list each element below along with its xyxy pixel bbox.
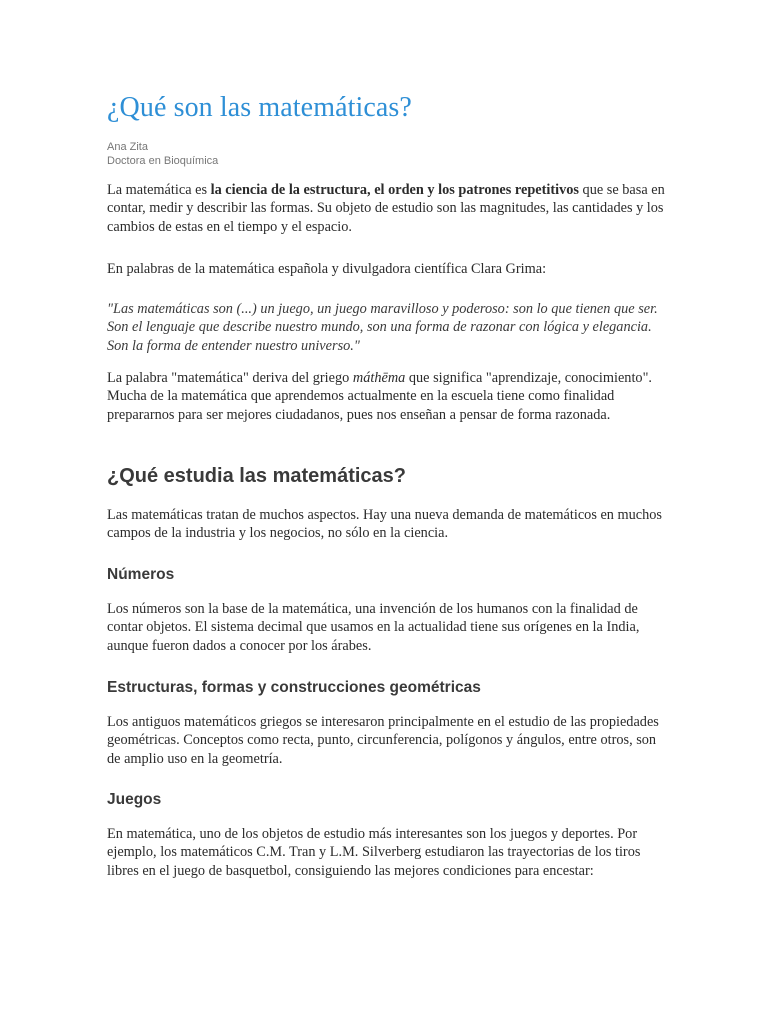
intro-paragraph bbox=[107, 181, 667, 236]
author-name: Ana Zita bbox=[107, 141, 148, 153]
subsection-heading-numeros: Números bbox=[107, 566, 175, 583]
author-role: Doctora en Bioquímica bbox=[107, 155, 219, 167]
quote-intro-paragraph: En palabras de la matemática española y divulgadora científica Clara Grima: bbox=[107, 261, 547, 277]
page-title: ¿Qué son las matemáticas? bbox=[107, 92, 412, 123]
subsection-body-estructuras: Los antiguos matemáticos griegos se interesaron principalmente en el estudio de las propiedades geométricas. Conceptos como recta, punto, circunferencia, polígonos y ángulos, entre otros, son de amplio uso en la geometría. bbox=[107, 714, 659, 767]
subsection-heading-juegos: Juegos bbox=[107, 791, 162, 808]
section-heading: ¿Qué estudia las matemáticas? bbox=[107, 465, 407, 487]
intro-text-end: que se basa en contar, medir y describir las formas. Su objeto de estudio son las magnitudes, las cantidades y los cambios de estas en el tiempo y el espacio. bbox=[107, 182, 665, 235]
quote-paragraph: "Las matemáticas son (...) un juego, un juego maravilloso y poderoso: son lo que tienen que ser. Son el lenguaje que describe nuestro mundo, son una forma de razonar con lógica y elegancia. Son la forma de entender nuestro universo." bbox=[107, 301, 658, 354]
etymology-greek-word: máthēma bbox=[352, 370, 406, 386]
subsection-body-numeros: Los números son la base de la matemática, una invención de los humanos con la finalidad de contar objetos. El sistema decimal que usamos en la actualidad tiene sus orígenes en la India, aunque fueron dados a conocer por los árabes. bbox=[107, 601, 640, 654]
author-block bbox=[107, 140, 218, 168]
subsection-heading-estructuras: Estructuras, formas y construcciones geométricas bbox=[107, 679, 481, 696]
intro-bold-text: la ciencia de la estructura, el orden y los patrones repetitivos bbox=[210, 182, 579, 198]
intro-text-start: La matemática es bbox=[107, 182, 211, 198]
etymology-text-end: que significa "aprendizaje, conocimiento". Mucha de la matemática que aprendemos actualmente en la escuela tiene como finalidad prepararnos para ser mejores ciudadanos, pues nos enseñan a pensar de forma razonada. bbox=[107, 370, 652, 423]
subsection-body-juegos: En matemática, uno de los objetos de estudio más interesantes son los juegos y deportes. Por ejemplo, los matemáticos C.M. Tran y L.M. Silverberg estudiaron las trayectorias de los tiros libres en el juego de basquetbol, consiguiendo las mejores condiciones para encestar: bbox=[107, 826, 641, 879]
etymology-paragraph bbox=[107, 369, 667, 424]
etymology-text-start: La palabra "matemática" deriva del griego bbox=[107, 370, 353, 386]
section-intro-paragraph: Las matemáticas tratan de muchos aspectos. Hay una nueva demanda de matemáticos en muchos campos de la industria y los negocios, no sólo en la ciencia. bbox=[107, 507, 662, 542]
